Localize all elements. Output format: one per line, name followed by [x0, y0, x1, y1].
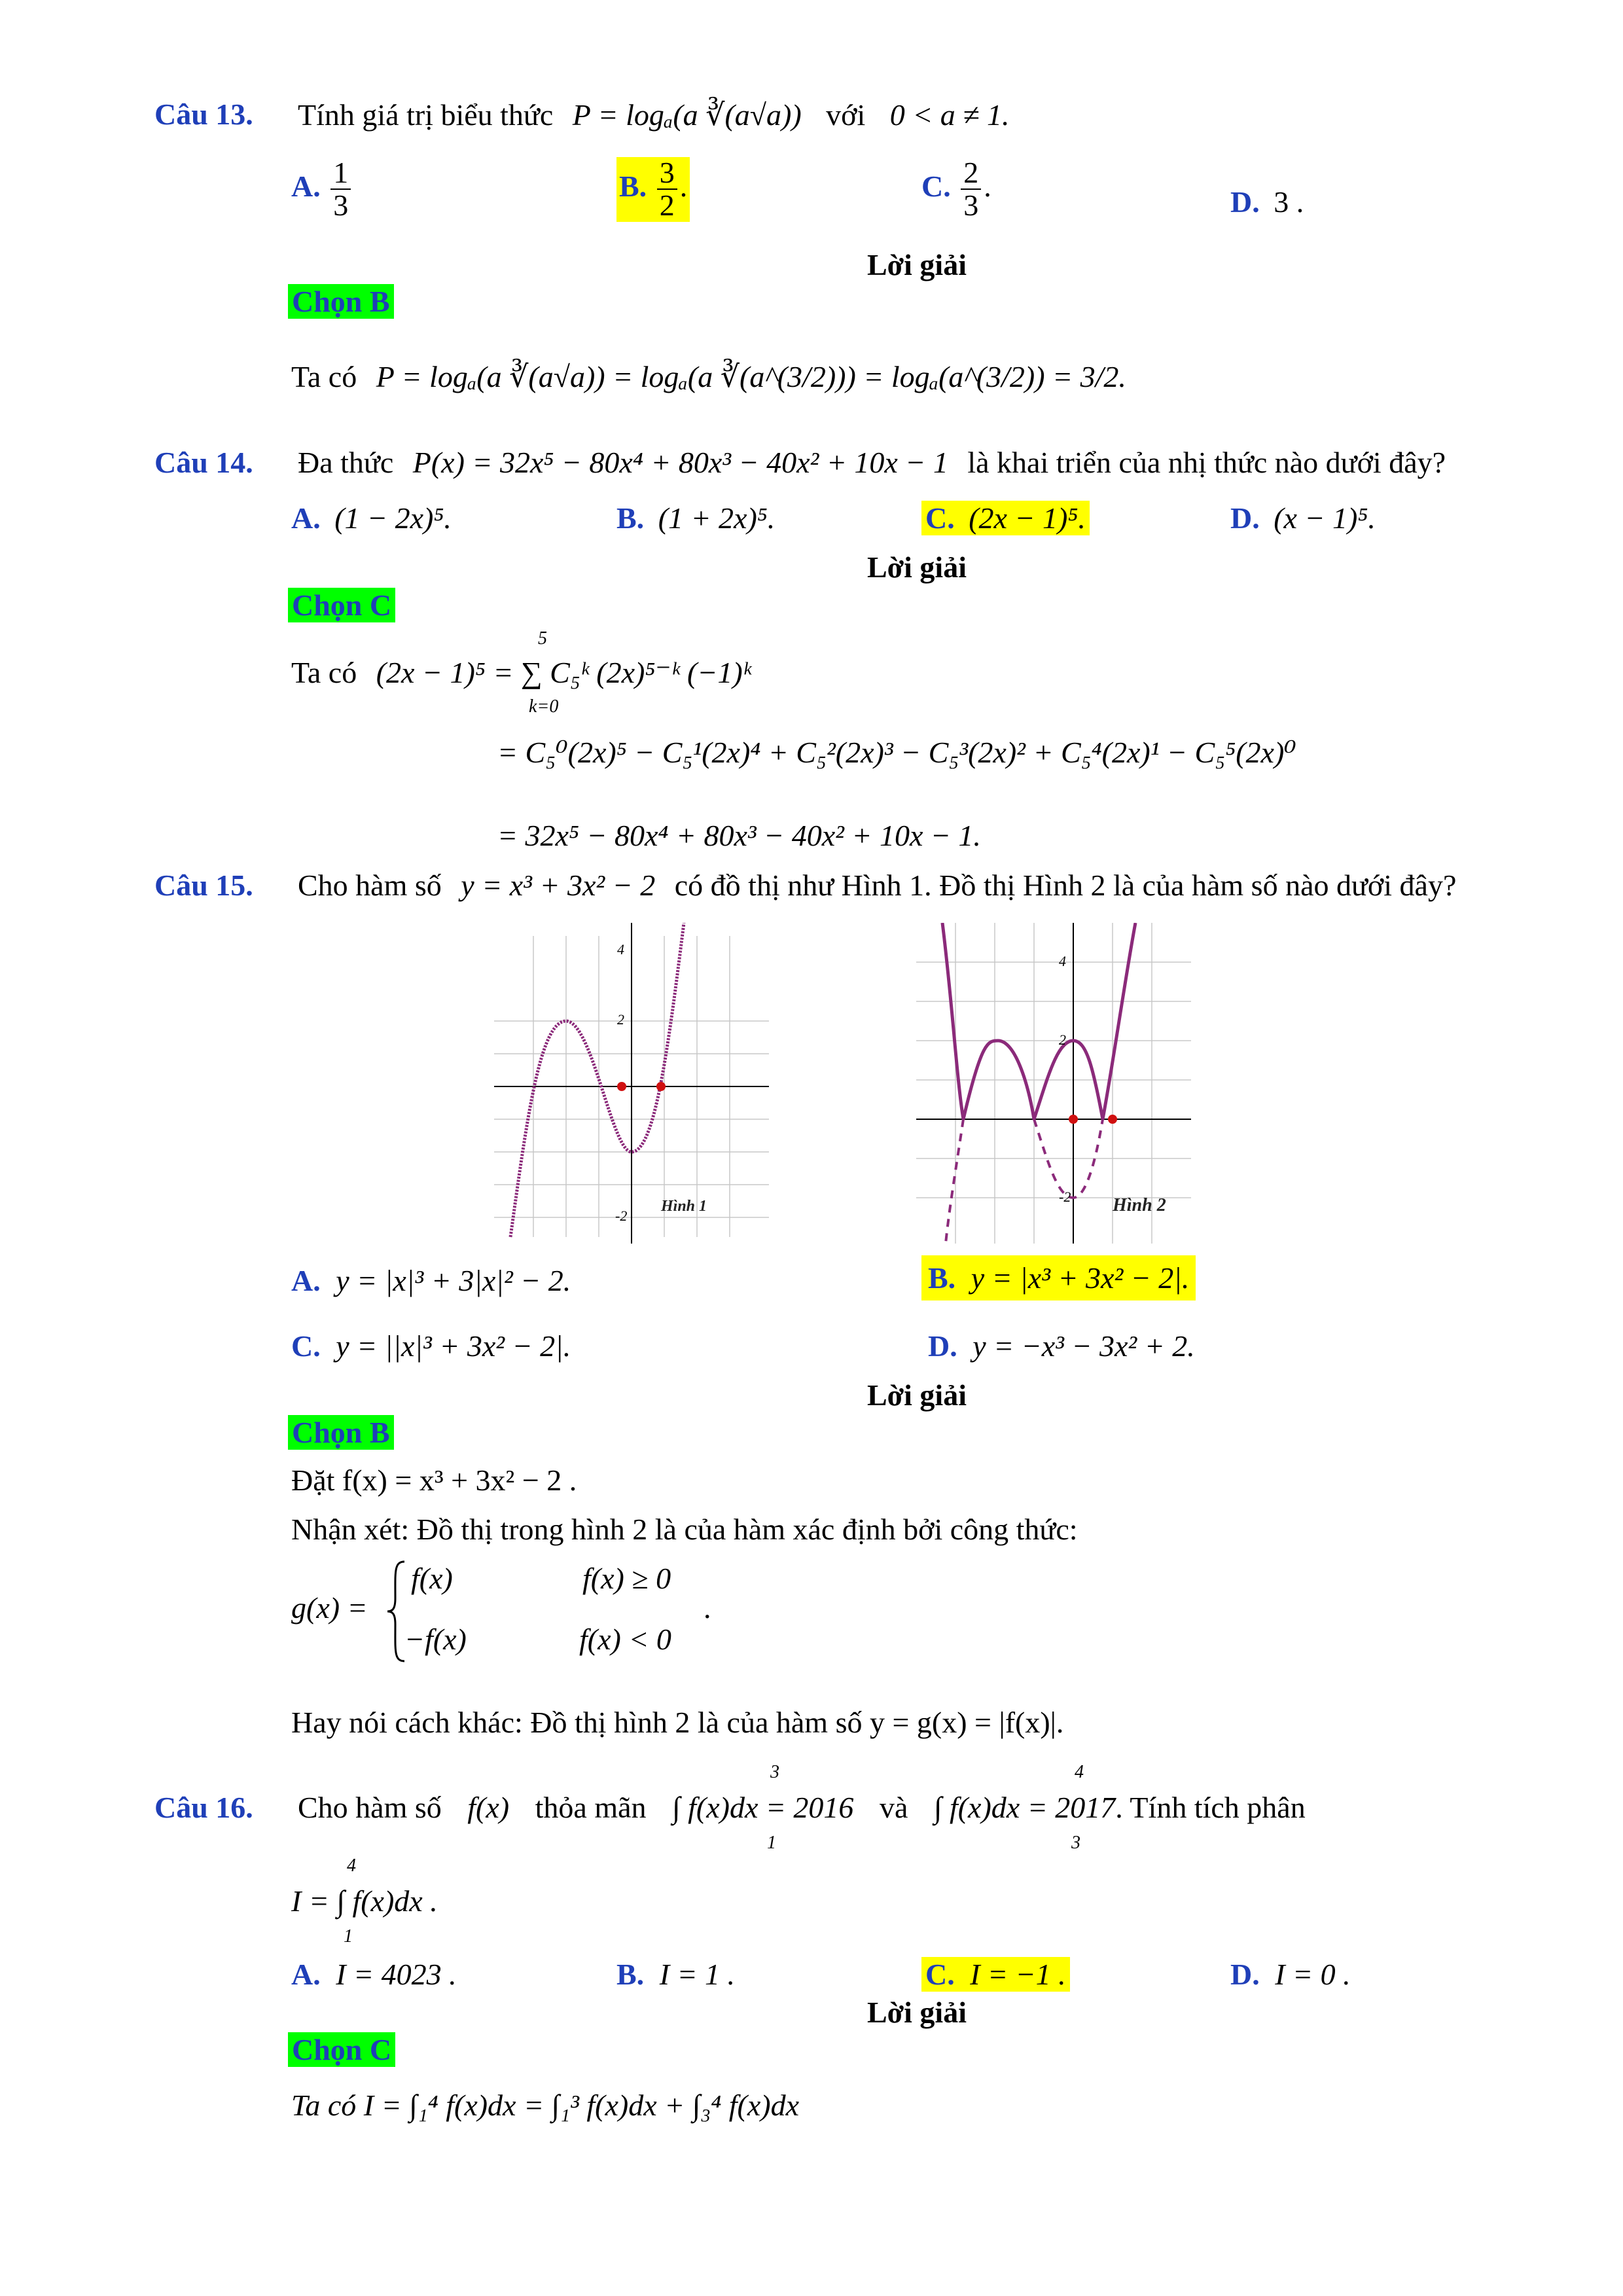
- option-label: C.: [291, 1329, 321, 1363]
- option-value: y = ||x|³ + 3x² − 2|.: [336, 1329, 571, 1363]
- q14-option-b[interactable]: [616, 501, 775, 535]
- question-13-label: Câu 13.: [154, 98, 253, 131]
- numerator: 2: [961, 157, 981, 190]
- question-15-function: y = x³ + 3x² − 2: [461, 869, 656, 902]
- q13-option-d[interactable]: [1230, 185, 1304, 219]
- option-value: (x − 1)⁵.: [1274, 501, 1376, 535]
- q16-target-integral: [291, 1884, 438, 1918]
- root-point: [1108, 1115, 1117, 1124]
- expansion-terms: = C₅⁰(2x)⁵ − C₅¹(2x)⁴ + C₅²(2x)³ − C₅³(2x)² + C₅⁴(2x)¹ − C₅⁵(2x)⁰: [497, 736, 1296, 769]
- sum-lower-limit: k=0: [529, 696, 559, 717]
- option-value: (1 + 2x)⁵.: [658, 501, 776, 535]
- y-tick-neg2: -2: [1059, 1189, 1071, 1205]
- q15-option-b[interactable]: [921, 1255, 1196, 1300]
- root-point: [617, 1082, 626, 1091]
- fraction: [961, 157, 981, 222]
- q15-remark: Nhận xét: Đồ thị trong hình 2 là của hàm xác định bởi công thức:: [291, 1513, 1078, 1546]
- question-15-stem: [298, 868, 1456, 903]
- question-15-text-a: Cho hàm số: [298, 869, 442, 902]
- option-value: y = |x³ + 3x² − 2|.: [971, 1261, 1190, 1295]
- q15-set-line: Đặt f(x) = x³ + 3x² − 2 .: [291, 1463, 577, 1497]
- question-16-label: Câu 16.: [154, 1791, 253, 1824]
- option-suffix: .: [984, 169, 991, 203]
- question-16-text-c: . Tính tích phân: [1115, 1791, 1306, 1824]
- fraction: [330, 157, 351, 222]
- question-15-label: Câu 15.: [154, 869, 253, 902]
- q13-option-a[interactable]: [291, 157, 353, 222]
- reflected-part-dashed: [946, 1119, 1103, 1244]
- root-point: [656, 1082, 666, 1091]
- integral-1: ∫ f(x)dx = 2016: [672, 1791, 854, 1824]
- expansion-result: = 32x⁵ − 80x⁴ + 80x³ − 40x² + 10x − 1.: [497, 819, 981, 852]
- q13-option-b[interactable]: [616, 157, 690, 222]
- option-value: I = −1 .: [970, 1958, 1066, 1991]
- q16-option-c[interactable]: [921, 1957, 1070, 1992]
- q15-solution-title: Lời giải: [867, 1378, 967, 1412]
- option-label: B.: [616, 501, 645, 535]
- work-expression: P = logₐ(a ∛(a√a)) = logₐ(a ∛(a^(3/2))) = logₐ(a^(3/2)) = 3/2.: [376, 360, 1126, 393]
- q15-option-c[interactable]: [291, 1329, 571, 1363]
- option-value: y = |x|³ + 3|x|² − 2.: [336, 1264, 571, 1297]
- question-14-text-b: là khai triển của nhị thức nào dưới đây?: [967, 446, 1446, 479]
- question-13-condition-prefix: với: [826, 98, 866, 132]
- q14-solution-title: Lời giải: [867, 550, 967, 584]
- question-16-text-b: thỏa mãn: [535, 1791, 647, 1824]
- question-16-function: f(x): [467, 1791, 510, 1824]
- option-value: (2x − 1)⁵.: [969, 501, 1086, 535]
- y-tick-2: 2: [1059, 1031, 1066, 1048]
- option-label: A.: [291, 1958, 321, 1991]
- numerator: 1: [330, 157, 351, 190]
- option-label: D.: [1230, 185, 1260, 219]
- root-point: [1069, 1115, 1078, 1124]
- q14-solution-line-3: [497, 818, 981, 853]
- figure-2-caption: Hình 2: [1113, 1195, 1166, 1215]
- option-label: A.: [291, 501, 321, 535]
- g-lhs: g(x) =: [291, 1591, 368, 1624]
- option-label: B.: [928, 1261, 956, 1295]
- question-14-text-a: Đa thức: [298, 446, 394, 479]
- option-suffix: .: [679, 169, 688, 203]
- option-label: D.: [928, 1329, 957, 1363]
- target-integral-lower: 1: [344, 1926, 353, 1946]
- q14-option-d[interactable]: [1230, 501, 1376, 535]
- q13-chosen-answer: Chọn B: [288, 284, 394, 319]
- case-1-value: f(x): [411, 1562, 453, 1595]
- work-prefix: Ta có: [291, 656, 357, 689]
- option-value: (1 − 2x)⁵.: [334, 501, 452, 535]
- y-tick-2: 2: [617, 1011, 624, 1028]
- target-integral-upper: 4: [347, 1856, 356, 1876]
- question-16-stem: [298, 1790, 1306, 1825]
- integral-2-upper: 4: [1075, 1762, 1084, 1782]
- question-14-polynomial: P(x) = 32x⁵ − 80x⁴ + 80x³ − 40x² + 10x − 1: [412, 446, 948, 479]
- q13-solution-title: Lời giải: [867, 248, 967, 281]
- q16-solution-work: [291, 2088, 799, 2123]
- q15-chosen-answer: Chọn B: [288, 1415, 394, 1450]
- denominator: 2: [659, 188, 675, 223]
- option-value: 3 .: [1274, 185, 1304, 219]
- sum-upper-limit: 5: [538, 628, 547, 649]
- y-tick-neg2: -2: [615, 1208, 628, 1224]
- question-16-text-a: Cho hàm số: [298, 1791, 442, 1824]
- case-1-condition: f(x) ≥ 0: [582, 1562, 671, 1595]
- conjunction: và: [879, 1791, 908, 1824]
- q14-option-a[interactable]: [291, 501, 452, 535]
- question-13-stem: [298, 97, 1010, 132]
- integral-2: ∫ f(x)dx = 2017: [933, 1791, 1116, 1824]
- q15-option-d[interactable]: [928, 1329, 1195, 1363]
- work-expression: Ta có I = ∫₁⁴ f(x)dx = ∫₁³ f(x)dx + ∫₃⁴ f(x)dx: [291, 2089, 800, 2122]
- case-2-value: −f(x): [404, 1623, 467, 1656]
- figure-1-caption: Hình 1: [661, 1198, 707, 1215]
- question-14-label: Câu 14.: [154, 446, 253, 479]
- option-value: y = −x³ − 3x² + 2.: [972, 1329, 1195, 1363]
- option-label: D.: [1230, 501, 1260, 535]
- option-value: I = 0 .: [1275, 1958, 1351, 1991]
- question-15-text-b: có đồ thị như Hình 1. Đồ thị Hình 2 là của hàm số nào dưới đây?: [674, 869, 1457, 902]
- question-13-text: Tính giá trị biểu thức: [298, 98, 554, 132]
- numerator: 3: [657, 157, 677, 190]
- question-14-stem: [298, 445, 1446, 480]
- figure-1-graph: [481, 923, 776, 1250]
- q14-chosen-answer: Chọn C: [288, 588, 395, 622]
- option-label: B.: [616, 1958, 645, 1991]
- figure-2-graph: [916, 923, 1211, 1250]
- option-label: A.: [291, 1264, 321, 1297]
- q15-option-a[interactable]: [291, 1263, 571, 1298]
- question-13-condition: 0 < a ≠ 1.: [889, 98, 1010, 132]
- fraction: [657, 157, 677, 222]
- q16-option-b[interactable]: [616, 1957, 735, 1992]
- integral-2-lower: 3: [1071, 1833, 1080, 1853]
- option-label: C.: [921, 169, 951, 203]
- q14-option-c[interactable]: [921, 501, 1090, 535]
- option-value: I = 4023 .: [336, 1958, 457, 1991]
- case-end: .: [704, 1591, 711, 1624]
- absolute-value-curve: [942, 923, 1135, 1119]
- option-label: C.: [925, 1958, 955, 1991]
- work-prefix: Ta có: [291, 360, 357, 393]
- option-value: I = 1 .: [659, 1958, 736, 1991]
- denominator: 3: [333, 188, 349, 223]
- target-integral: I = ∫ f(x)dx .: [291, 1884, 438, 1918]
- integral-1-upper: 3: [770, 1762, 779, 1782]
- y-tick-4: 4: [617, 941, 624, 958]
- q16-option-d[interactable]: [1230, 1957, 1351, 1992]
- option-label: B.: [619, 169, 647, 203]
- q13-solution-work: [291, 359, 1126, 394]
- option-label: C.: [925, 501, 955, 535]
- q13-option-c[interactable]: [921, 157, 991, 222]
- q16-solution-title: Lời giải: [867, 1996, 967, 2029]
- integral-1-lower: 1: [767, 1833, 776, 1853]
- q14-solution-line-1: [291, 655, 751, 690]
- q15-conclusion: Hay nói cách khác: Đồ thị hình 2 là của hàm số y = g(x) = |f(x)|.: [291, 1706, 1064, 1739]
- case-2-condition: f(x) < 0: [579, 1623, 671, 1656]
- q14-solution-line-2: [497, 734, 1296, 770]
- y-tick-4: 4: [1059, 953, 1066, 969]
- denominator: 3: [963, 188, 979, 223]
- cubic-curve: [510, 923, 684, 1237]
- q16-chosen-answer: Chọn C: [288, 2032, 395, 2067]
- q16-option-a[interactable]: [291, 1957, 457, 1992]
- binomial-sum: (2x − 1)⁵ = ∑ C₅ᵏ (2x)⁵⁻ᵏ (−1)ᵏ: [376, 656, 751, 689]
- question-13-expression: P = logₐ(a ∛(a√a)): [572, 98, 802, 132]
- option-label: D.: [1230, 1958, 1260, 1991]
- option-label: A.: [291, 169, 321, 203]
